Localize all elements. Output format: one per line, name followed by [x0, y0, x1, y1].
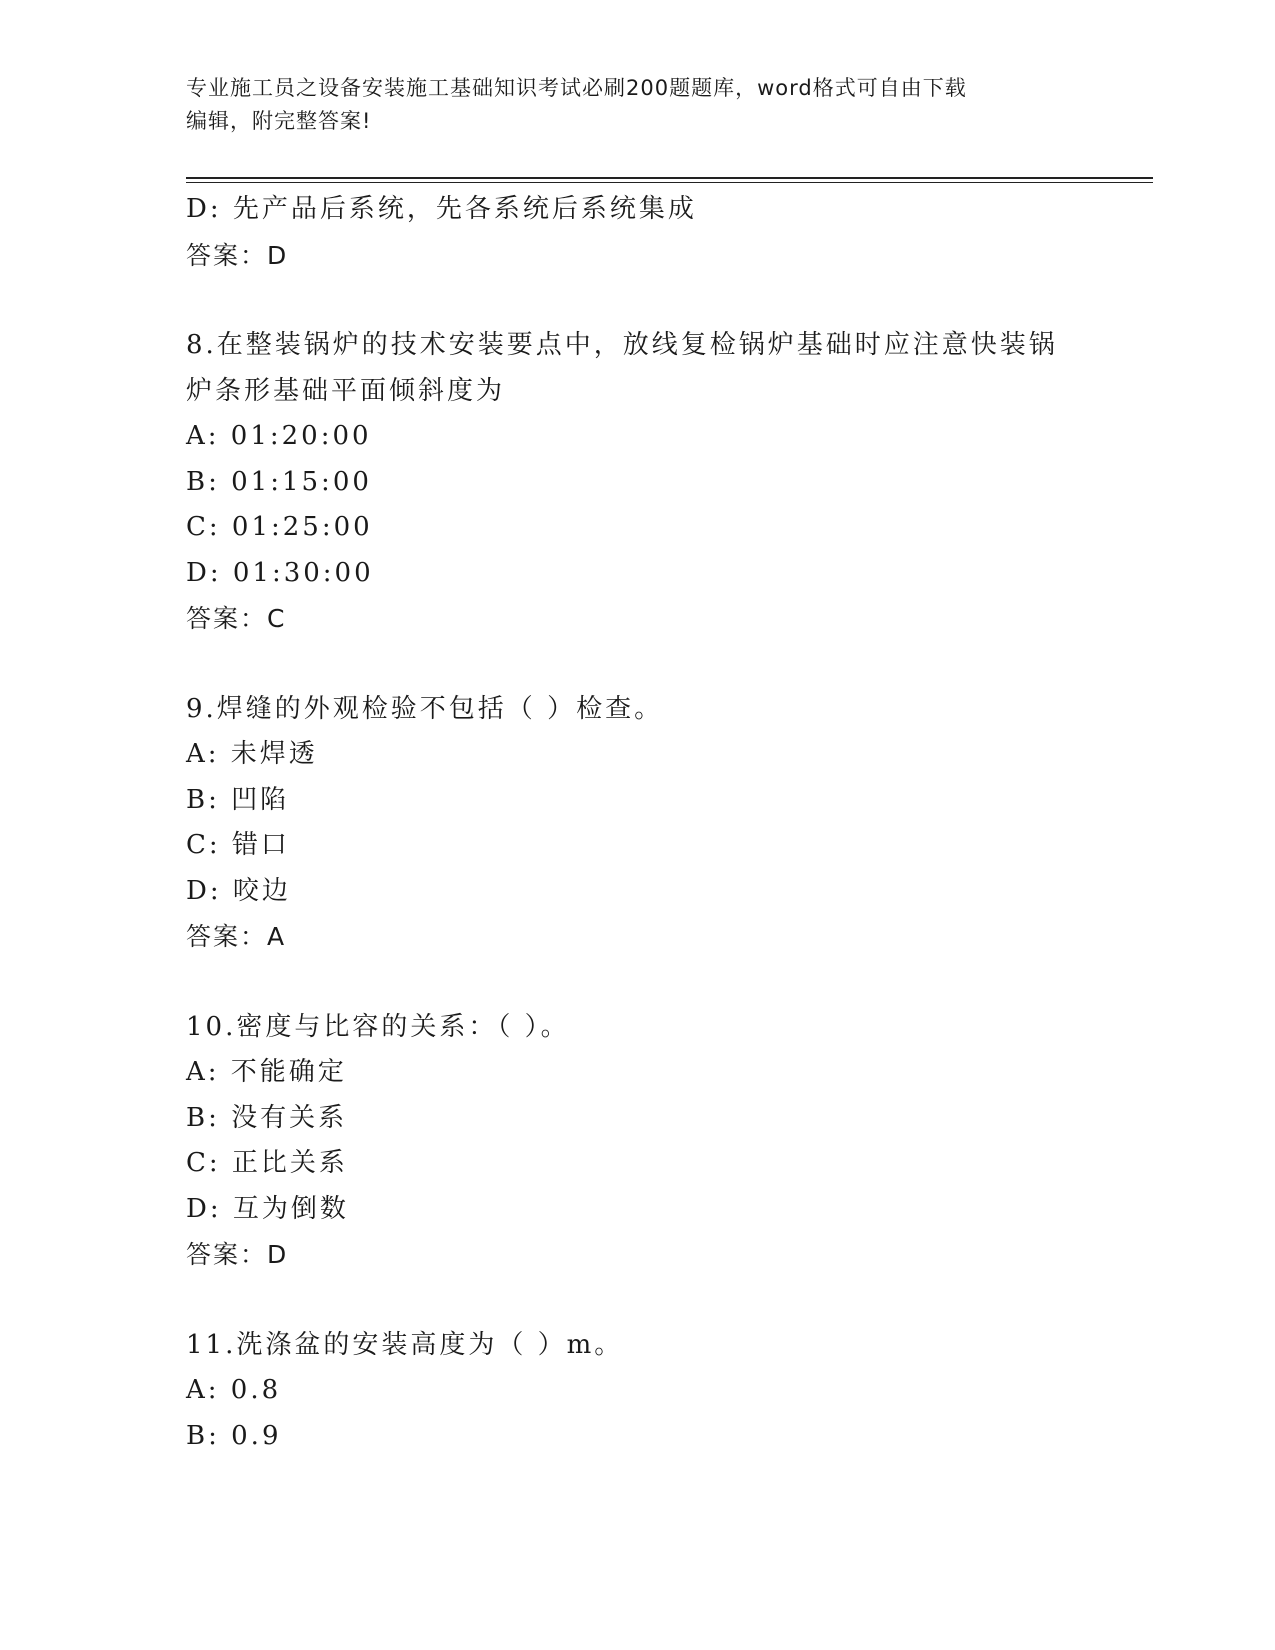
spacer	[186, 642, 1086, 687]
answer-line: 答案：C	[186, 604, 287, 633]
spacer	[186, 960, 1086, 1005]
question-block-10	[186, 1005, 1086, 1278]
option-a: A: 不能确定	[186, 1057, 347, 1087]
option-d: D: 咬边	[186, 875, 291, 906]
question-stem: 10.密度与比容的关系：（ ）。	[186, 1011, 570, 1042]
question-block-8	[186, 323, 1086, 642]
spacer	[186, 1278, 1086, 1323]
option-d: D: 01:30:00	[186, 557, 374, 588]
document-header	[186, 72, 1086, 138]
question-stem: 9.焊缝的外观检验不包括（ ）检查。	[186, 693, 664, 724]
header-divider-thin	[186, 182, 1153, 183]
answer-line: 答案：D	[186, 240, 289, 270]
header-title-line-2: 编辑，附完整答案!	[186, 109, 372, 133]
header-title-line-1: 专业施工员之设备安装施工基础知识考试必刷200题题库，word格式可自由下载	[186, 76, 967, 100]
header-divider-thick	[186, 177, 1153, 179]
option-b: B: 凹陷	[186, 784, 290, 815]
question-block-11	[186, 1323, 1086, 1460]
question-stem: 8.在整装锅炉的技术安装要点中，放线复检锅炉基础时应注意快装锅	[186, 330, 1058, 360]
option-a: A: 0.8	[186, 1375, 282, 1405]
question-block-previous	[186, 187, 1086, 278]
option-d: D: 先产品后系统，先各系统后系统集成	[186, 194, 697, 224]
option-c: C: 正比关系	[186, 1148, 348, 1178]
spacer	[186, 278, 1086, 323]
option-c: C: 01:25:00	[186, 512, 373, 542]
option-a: A: 未焊透	[186, 739, 318, 769]
question-stem: 11.洗涤盆的安装高度为（ ）m。	[186, 1329, 624, 1360]
question-block-9	[186, 687, 1086, 960]
answer-line: 答案：A	[186, 922, 287, 951]
option-b: B: 01:15:00	[186, 466, 372, 497]
question-stem-continued: 炉条形基础平面倾斜度为	[186, 375, 506, 406]
question-list	[186, 187, 1086, 1459]
option-b: B: 没有关系	[186, 1102, 348, 1133]
answer-line: 答案：D	[186, 1240, 289, 1269]
option-c: C: 错口	[186, 830, 290, 860]
option-b: B: 0.9	[186, 1420, 282, 1451]
option-a: A: 01:20:00	[186, 421, 372, 451]
option-d: D: 互为倒数	[186, 1193, 349, 1224]
